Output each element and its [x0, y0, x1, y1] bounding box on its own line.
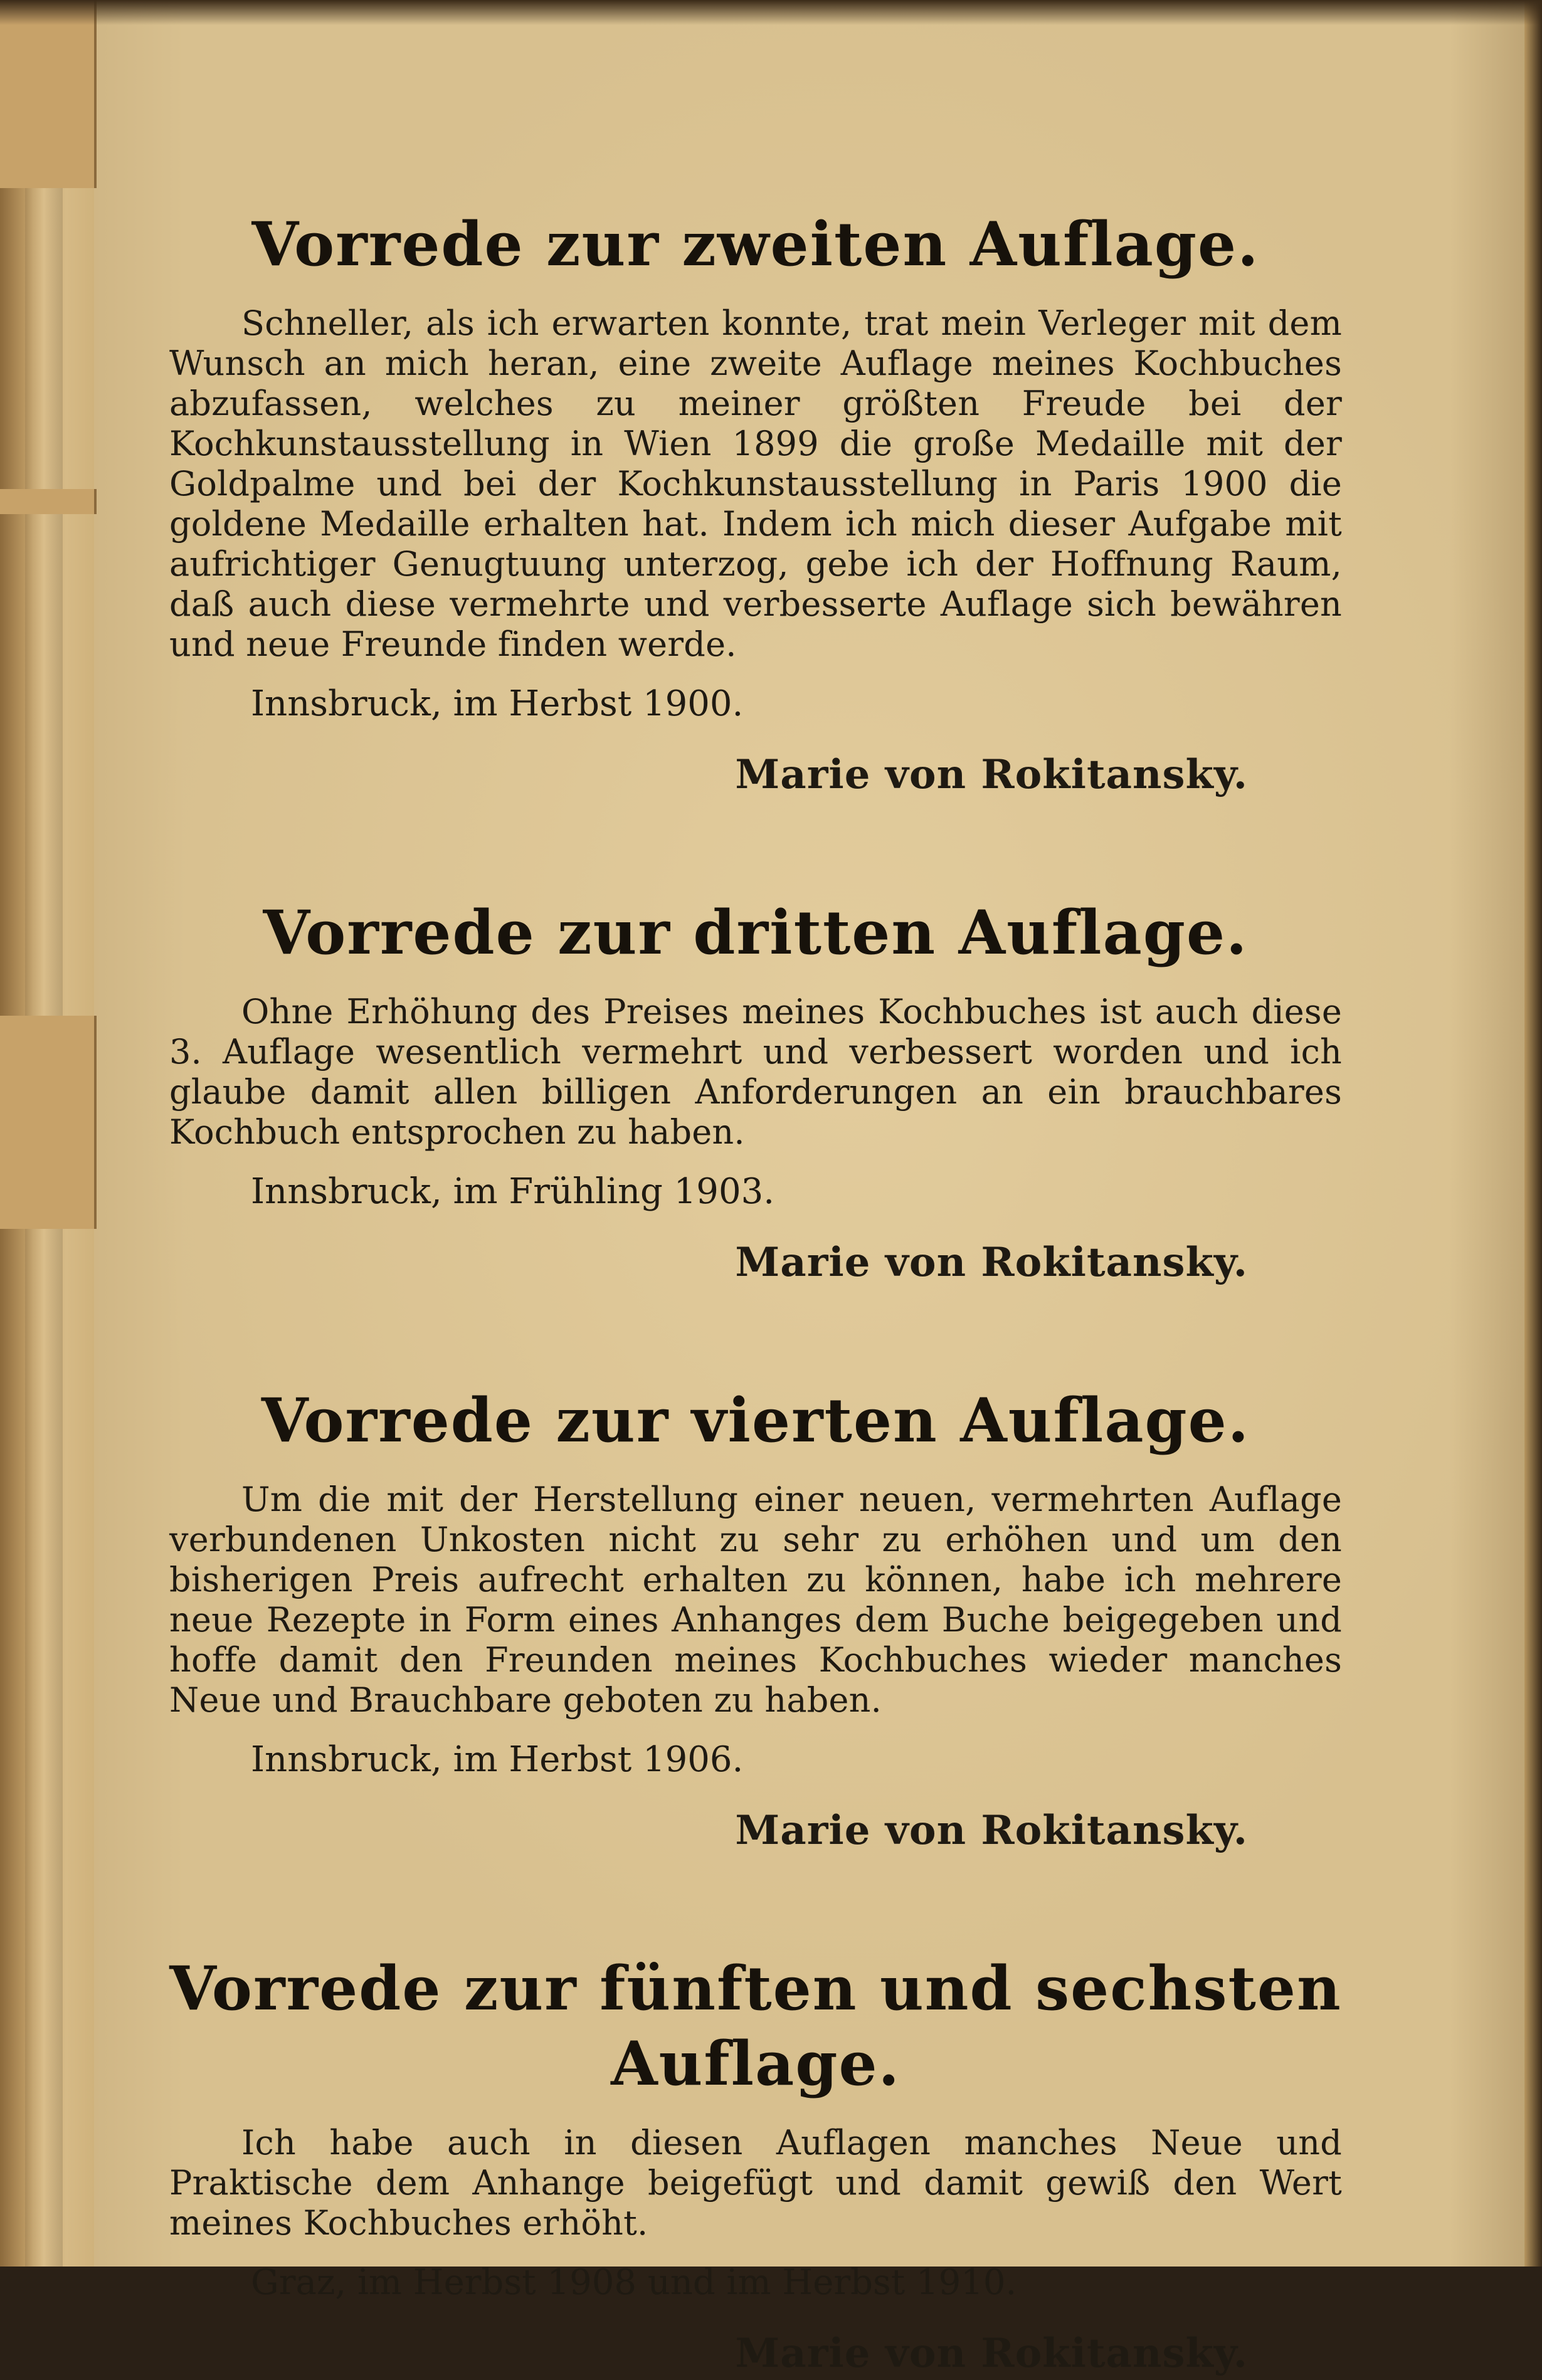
page-edge-tab	[0, 489, 97, 514]
section-heading: Vorrede zur zweiten Auflage.	[251, 209, 1260, 280]
section-heading: Vorrede zur vierten Auflage.	[261, 1385, 1250, 1456]
page-edge-tab	[0, 0, 97, 188]
section-heading: Vorrede zur fünften und sechsten Auflage.	[169, 1953, 1342, 2099]
page-content	[169, 207, 1342, 2380]
place-date: Innsbruck, im Herbst 1900.	[251, 683, 744, 724]
signature: Marie von Rokitansky.	[735, 2330, 1248, 2377]
signature: Marie von Rokitansky.	[735, 1239, 1248, 1286]
section-text: Ohne Erhöhung des Preises meines Kochbuches ist auch diese 3. Auflage wesentlich vermehrt und verbessert worden und ich glaube damit allen billigen Anforderungen an ein brauchbares Kochbuch entsprochen zu haben.	[169, 992, 1342, 1152]
section-text: Schneller, als ich erwarten konnte, trat mein Verleger mit dem Wunsch an mich heran, eine zweite Auflage meines Kochbuches abzufassen, welches zu meiner größten Freude bei der Kochkunstausstellung in Wien 1899 die große Medaille mit der Goldpalme und bei der Kochkunstausstellung in Paris 1900 die goldene Medaille erhalten hat. Indem ich mich dieser Aufgabe mit aufrichtiger Genugtuung unterzog, gebe ich der Hoffnung Raum, daß auch diese vermehrte und verbesserte Auflage sich bewähren und neue Freunde finden werde.	[169, 303, 1342, 664]
place-date: Graz, im Herbst 1908 und im Herbst 1910.	[251, 2262, 1017, 2303]
place-date: Innsbruck, im Herbst 1906.	[251, 1739, 744, 1780]
preface-second-edition	[169, 207, 1342, 801]
right-shadow	[1524, 0, 1542, 2267]
section-heading: Vorrede zur dritten Auflage.	[263, 897, 1249, 968]
signature: Marie von Rokitansky.	[735, 751, 1248, 798]
section-text: Ich habe auch in diesen Auflagen manches Neue und Praktische dem Anhange beigefügt und damit gewiß den Wert meines Kochbuches erhöht.	[169, 2123, 1342, 2243]
section-text: Um die mit der Herstellung einer neuen, vermehrten Auflage verbundenen Unkosten nicht zu sehr zu erhöhen und um den bisherigen Preis aufrecht erhalten zu können, habe ich mehrere neue Rezepte in Form eines Anhanges dem Buche beigegeben und hoffe damit den Freunden meines Kochbuches wieder manches Neue und Brauchbare geboten zu haben.	[169, 1480, 1342, 1720]
place-date: Innsbruck, im Frühling 1903.	[251, 1171, 774, 1212]
top-shadow	[0, 0, 1542, 25]
page-edge-tab	[0, 1016, 97, 1229]
signature: Marie von Rokitansky.	[735, 1807, 1248, 1854]
preface-fourth-edition	[169, 1383, 1342, 1857]
preface-fifth-sixth-edition	[169, 1951, 1342, 2380]
preface-third-edition	[169, 895, 1342, 1289]
